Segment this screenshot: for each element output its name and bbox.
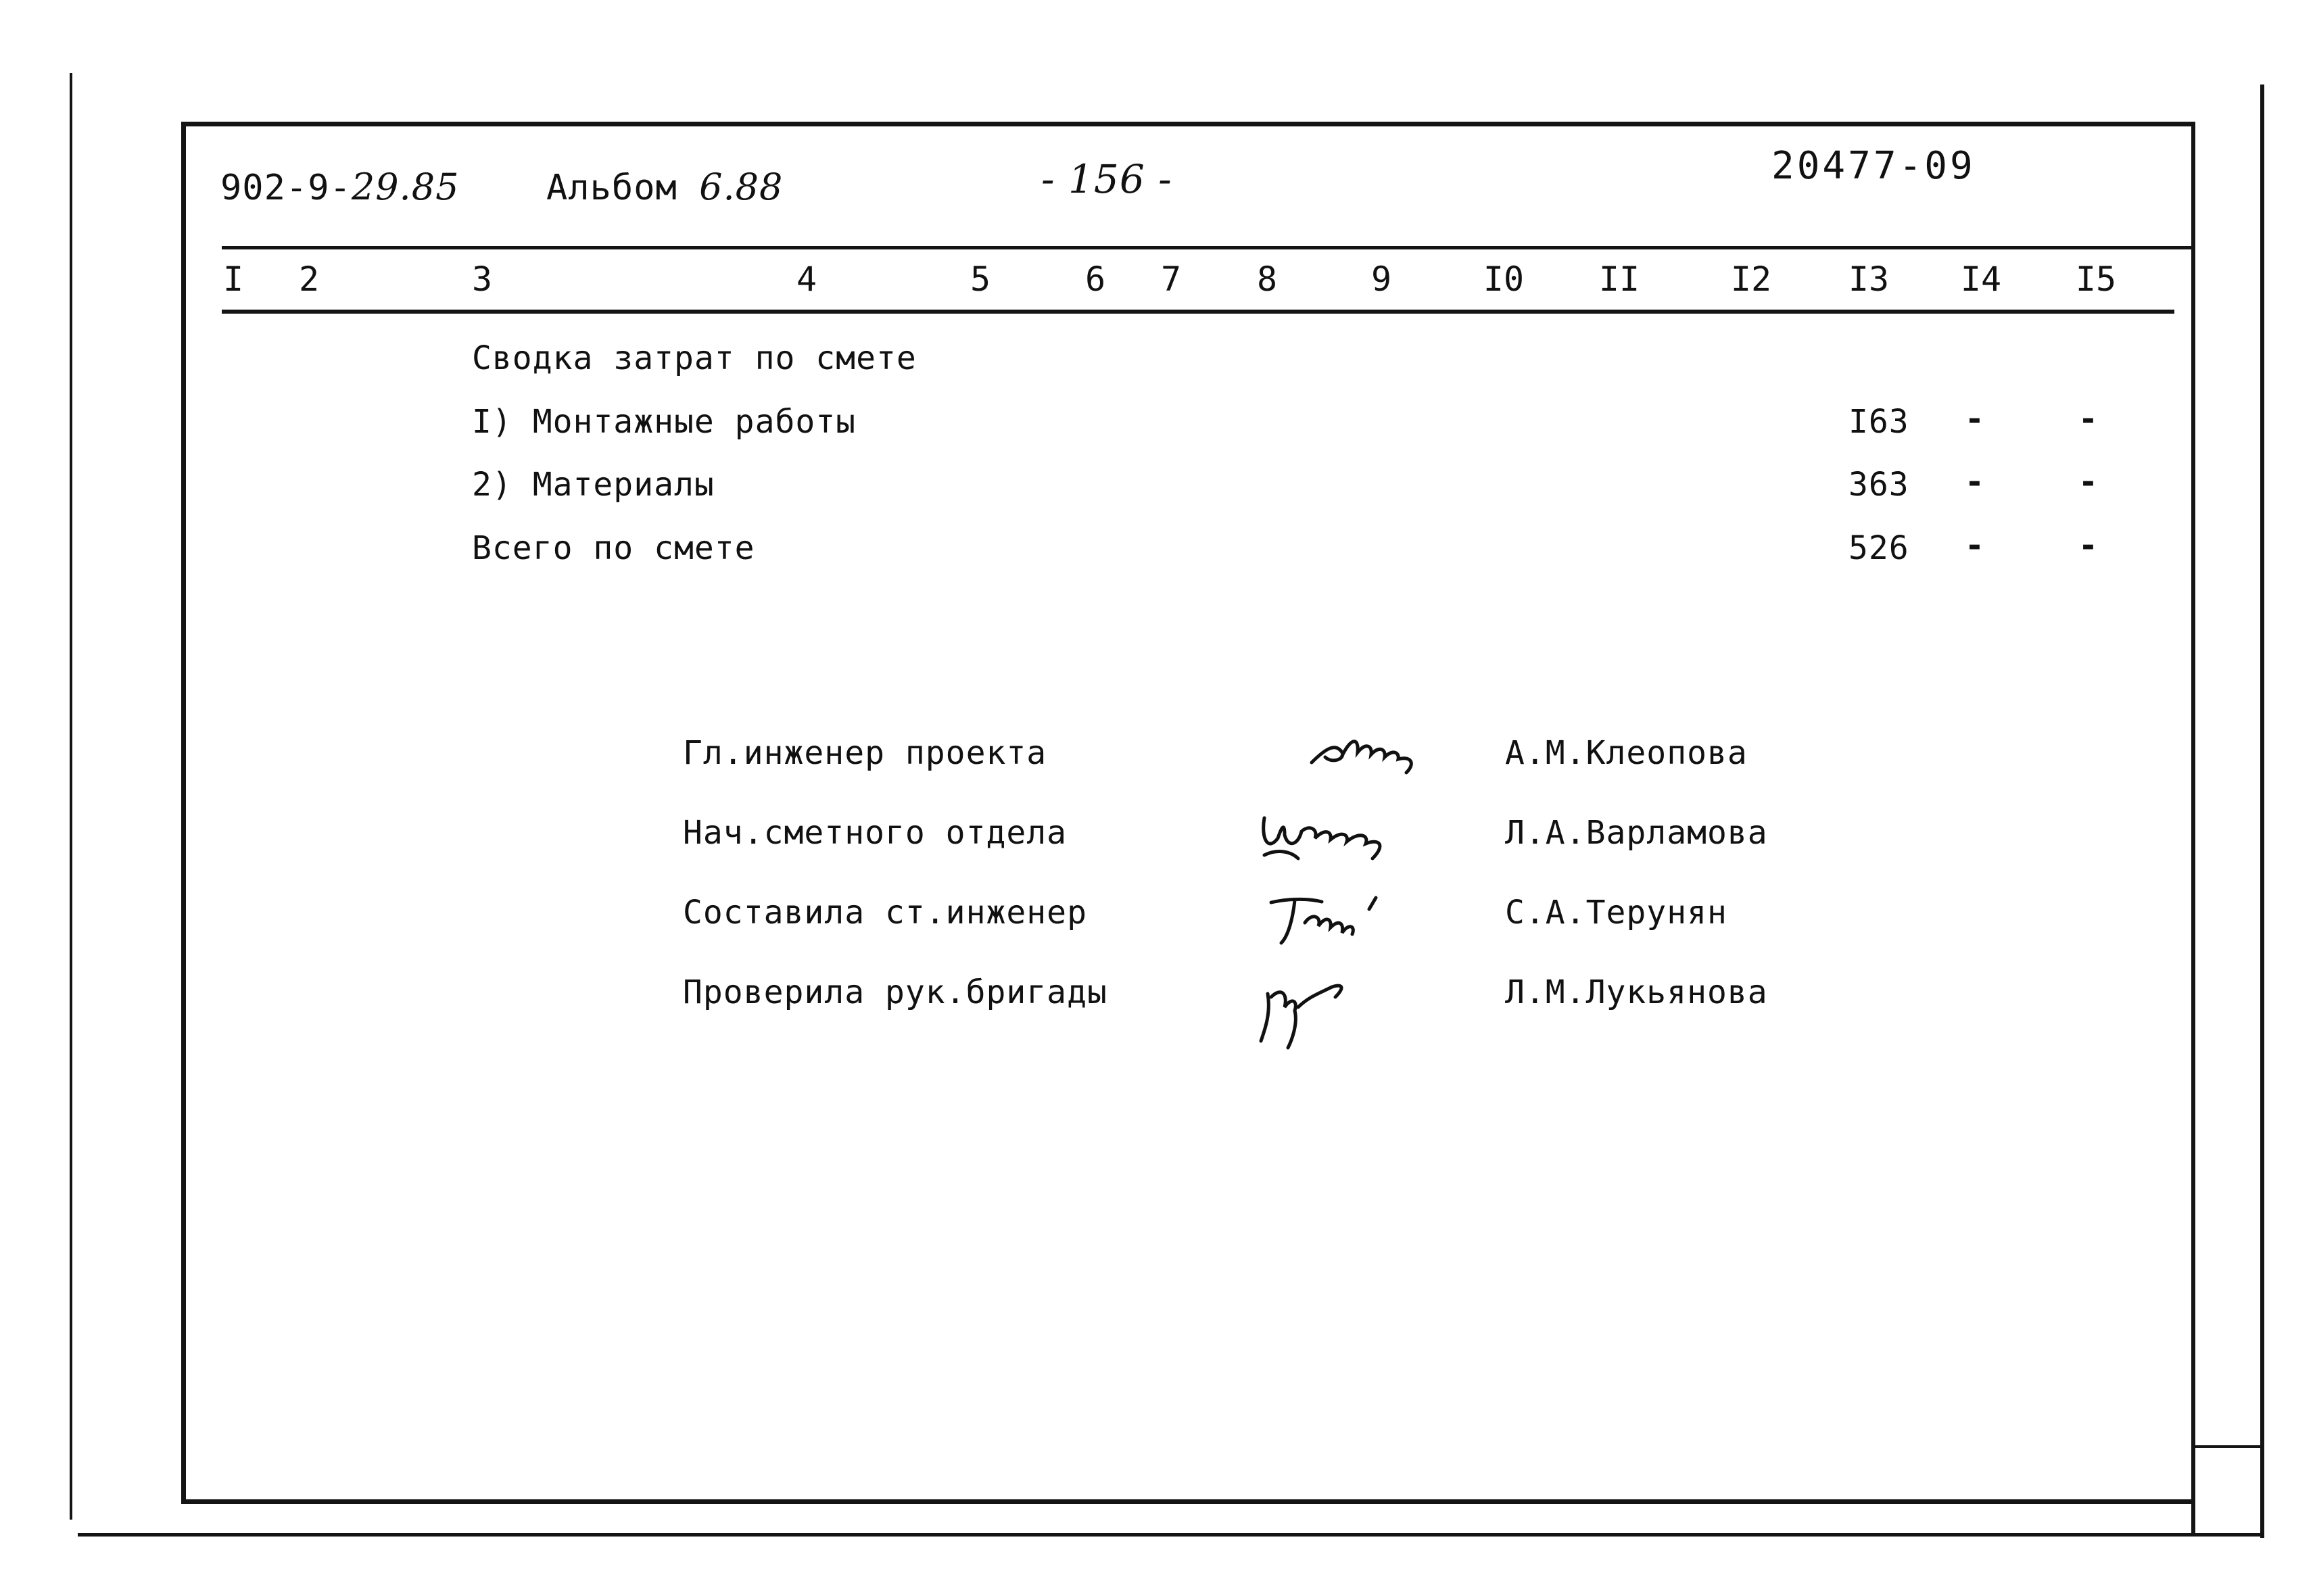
column-number: 4 xyxy=(796,260,817,299)
summary-row-col15: - xyxy=(2078,400,2099,438)
signature-role: Гл.инженер проекта xyxy=(683,734,1047,772)
column-number: I3 xyxy=(1848,260,1890,299)
column-number: I0 xyxy=(1483,260,1525,299)
signature-scribble-icon xyxy=(1251,967,1366,1055)
signature-scribble-icon xyxy=(1251,798,1413,872)
summary-row-label: I) Монтажные работы xyxy=(472,403,857,441)
outer-bottom-line xyxy=(78,1533,2264,1537)
frame-right xyxy=(2191,122,2195,1534)
album-label: Альбом xyxy=(546,168,677,208)
column-number: 9 xyxy=(1370,260,1392,299)
outer-right-line xyxy=(2260,84,2264,1538)
signature-name: Л.А.Варламова xyxy=(1505,814,1768,852)
album xyxy=(546,166,784,208)
column-number: II xyxy=(1598,260,1640,299)
column-number: 5 xyxy=(970,260,991,299)
document-code-prefix: 902-9- xyxy=(220,168,352,208)
column-row-separator xyxy=(222,310,2174,314)
summary-row-col13: 526 xyxy=(1848,529,1909,567)
column-number: 6 xyxy=(1084,260,1106,299)
summary-row-col14: - xyxy=(1965,400,1985,438)
document-code-handwritten: 29.85 xyxy=(351,166,460,208)
summary-title: Сводка затрат по смете xyxy=(472,339,917,377)
column-number: 8 xyxy=(1256,260,1278,299)
signature-role: Нач.сметного отдела xyxy=(683,814,1068,852)
page-number: - 156 - xyxy=(1041,156,1172,202)
frame-top xyxy=(181,122,2195,126)
column-number: I2 xyxy=(1730,260,1772,299)
header-separator xyxy=(222,246,2193,249)
left-margin-line xyxy=(70,73,72,1520)
summary-row-label: 2) Материалы xyxy=(472,466,715,504)
frame-bottom xyxy=(181,1499,2195,1504)
stamp-box-top xyxy=(2191,1445,2264,1448)
registration-number: 20477-09 xyxy=(1771,144,1976,188)
signature-name: А.М.Клеопова xyxy=(1505,734,1748,772)
column-number: 2 xyxy=(298,260,320,299)
column-number: I5 xyxy=(2075,260,2117,299)
column-number: 3 xyxy=(471,260,493,299)
frame-left xyxy=(181,122,186,1504)
column-number: I xyxy=(222,260,244,299)
summary-row-col13: I63 xyxy=(1848,403,1909,441)
column-number: I4 xyxy=(1960,260,2002,299)
column-number: 7 xyxy=(1160,260,1182,299)
summary-row-col15: - xyxy=(2078,527,2099,564)
signature-scribble-icon xyxy=(1305,722,1440,783)
signature-role: Проверила рук.бригады xyxy=(683,973,1107,1011)
document-code xyxy=(220,166,460,208)
signature-role: Составила ст.инженер xyxy=(683,894,1087,932)
summary-row-col14: - xyxy=(1965,463,1985,501)
summary-row-col13: 363 xyxy=(1848,466,1909,504)
album-number: 6.88 xyxy=(699,166,784,208)
signature-name: Л.М.Лукьянова xyxy=(1505,973,1768,1011)
signature-name: С.А.Терунян xyxy=(1505,894,1727,932)
summary-row-col14: - xyxy=(1965,527,1985,564)
signature-scribble-icon xyxy=(1258,886,1406,953)
summary-row-col15: - xyxy=(2078,463,2099,501)
summary-row-label: Всего по смете xyxy=(472,529,755,567)
